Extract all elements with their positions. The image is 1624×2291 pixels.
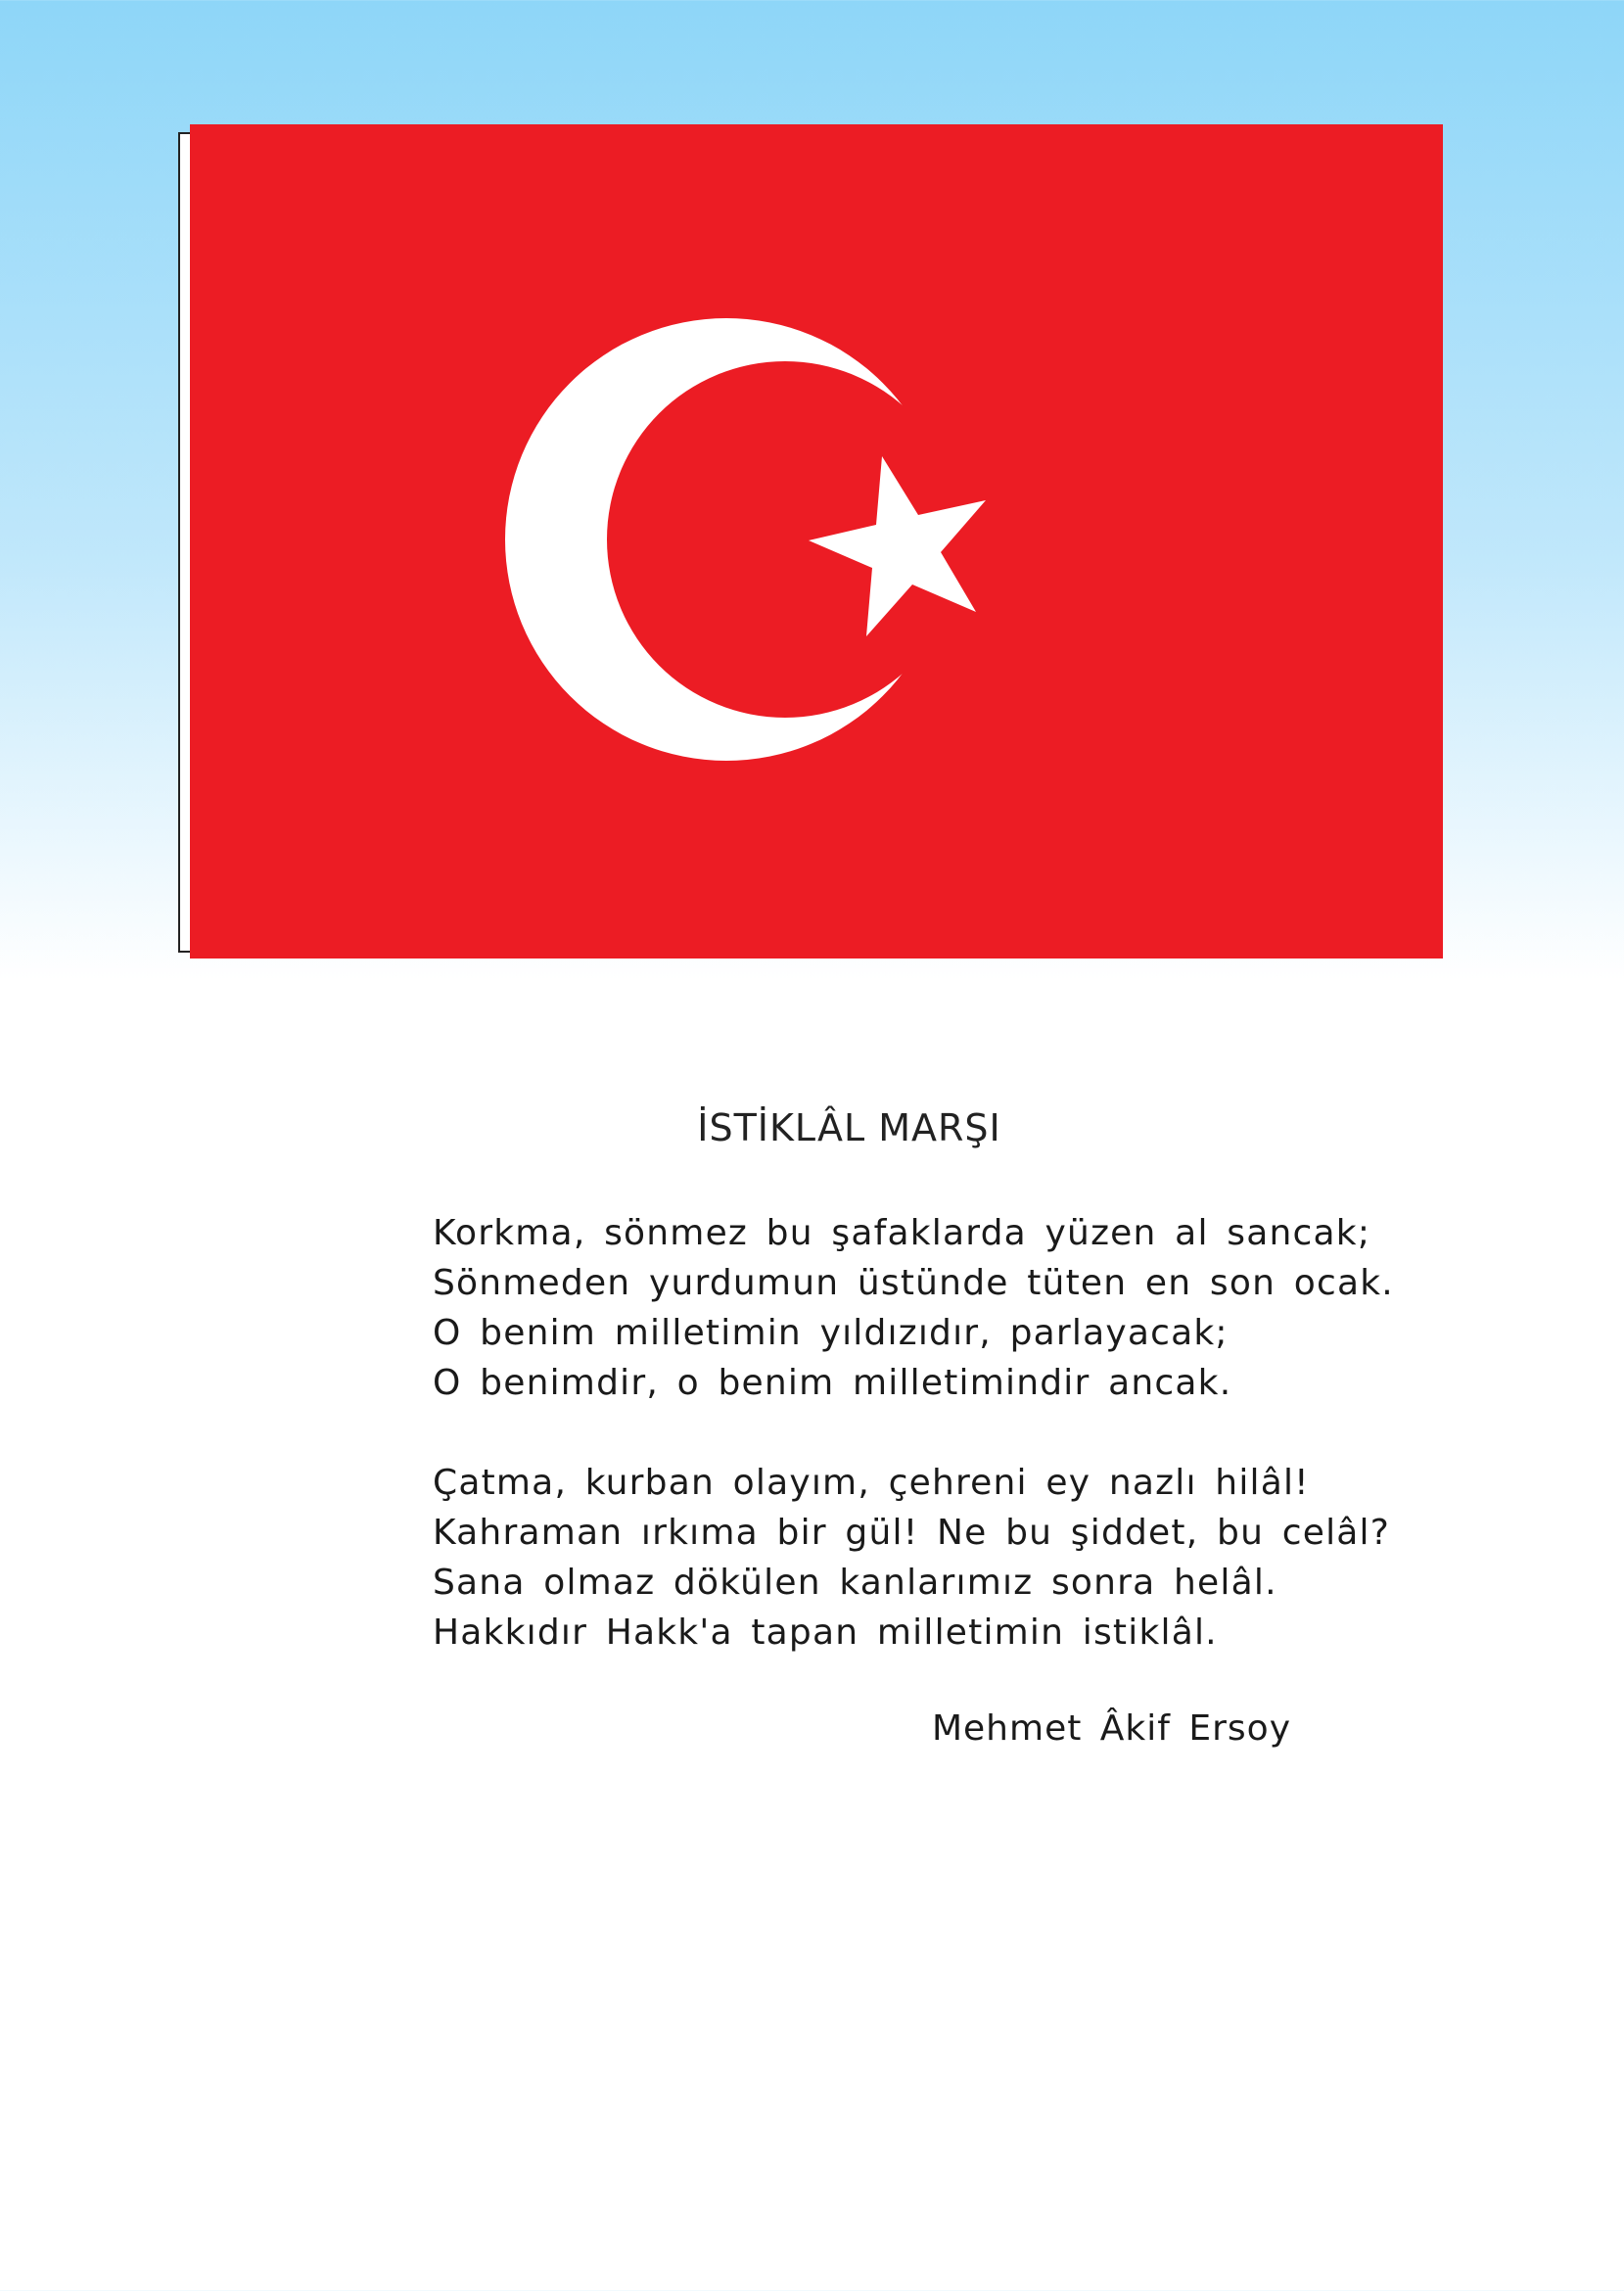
verse-line: Sönmeden yurdumun üstünde tüten en son ocak.: [433, 1263, 1394, 1303]
verse-line: O benim milletimin yıldızıdır, parlayacak;: [433, 1313, 1229, 1353]
stanza-1: [433, 1208, 1394, 1408]
verse-line: O benimdir, o benim milletimindir ancak.: [433, 1363, 1232, 1403]
verse-line: Kahraman ırkıma bir gül! Ne bu şiddet, bu celâl?: [433, 1513, 1391, 1553]
verse-line: Hakkıdır Hakk'a tapan milletimin istiklâl.: [433, 1613, 1218, 1653]
verse-line: Korkma, sönmez bu şafaklarda yüzen al sancak;: [433, 1213, 1371, 1253]
author-name: Mehmet Âkif Ersoy: [931, 1708, 1291, 1749]
stanza-2: [433, 1458, 1391, 1658]
anthem-title: İSTİKLÂL MARŞI: [697, 1106, 1001, 1149]
verse-line: Çatma, kurban olayım, çehreni ey nazlı hilâl!: [433, 1463, 1310, 1503]
verse-line: Sana olmaz dökülen kanlarımız sonra helâl.: [433, 1563, 1277, 1603]
